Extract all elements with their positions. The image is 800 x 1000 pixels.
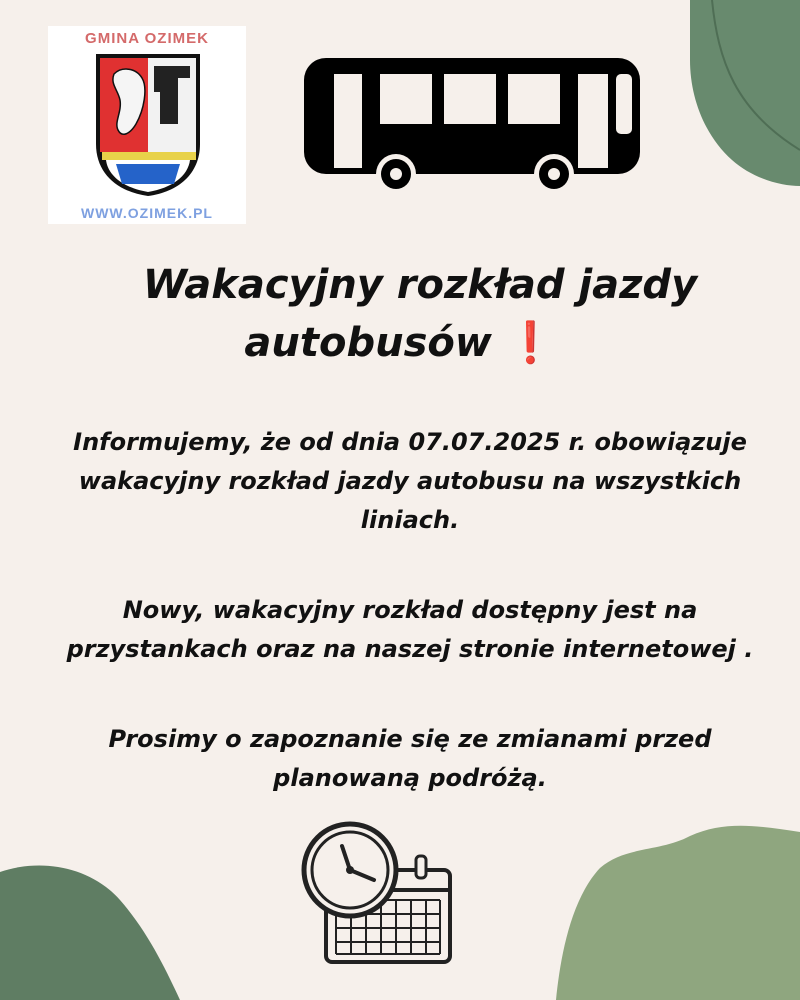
logo-top-text: GMINA OZIMEK xyxy=(85,30,209,47)
ozimek-logo xyxy=(48,26,246,224)
bottom-right-blob-shape xyxy=(556,826,800,1000)
paragraph-info-line-1: Informujemy, że od dnia 07.07.2025 r. obowiązuje xyxy=(73,428,747,456)
coat-of-arms-icon xyxy=(92,52,204,198)
paragraph-availability-line-1: Nowy, wakacyjny rozkład dostępny jest na xyxy=(122,596,698,624)
paragraph-availability xyxy=(20,591,800,669)
paragraph-request-line-1: Prosimy o zapoznanie się ze zmianami przed xyxy=(108,725,712,753)
exclamation-icon: ❗ xyxy=(505,320,556,366)
paragraph-info xyxy=(20,423,800,540)
title-line-1: Wakacyjny rozkład jazdy xyxy=(142,262,698,308)
bus-icon xyxy=(302,56,642,196)
bottom-left-blob-shape xyxy=(0,865,180,1000)
paragraph-request-line-2: planowaną podróżą. xyxy=(273,764,547,792)
paragraph-info-line-2: wakacyjny rozkład jazdy autobusu na wszystkich xyxy=(78,467,742,495)
paragraph-info-line-3: liniach. xyxy=(360,506,460,534)
title-line-2-wrap xyxy=(60,314,780,372)
top-right-blob-shape xyxy=(690,0,800,186)
paragraph-request xyxy=(20,720,800,798)
page-title xyxy=(60,256,780,372)
clock-icon xyxy=(304,824,396,916)
logo-url-text: WWW.OZIMEK.PL xyxy=(81,205,213,221)
title-line-2: autobusów xyxy=(244,320,492,366)
paragraph-availability-line-2: przystankach oraz na naszej stronie internetowej . xyxy=(66,635,754,663)
clock-calendar-icon xyxy=(296,818,456,968)
